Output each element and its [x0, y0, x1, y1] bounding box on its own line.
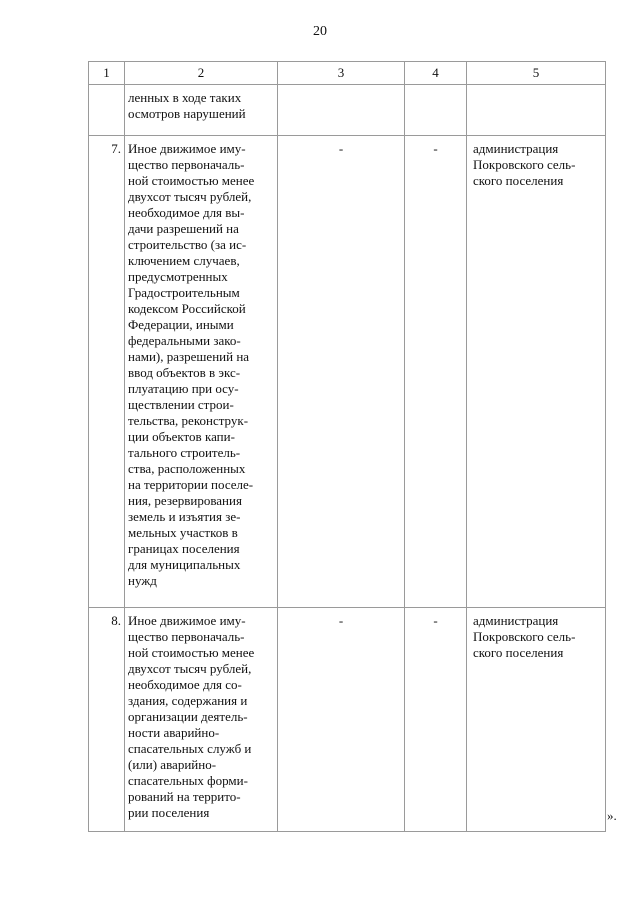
value-cell-4: - — [405, 608, 467, 832]
table-row — [89, 136, 606, 608]
value-cell-4: - — [405, 136, 467, 608]
value-cell-3: - — [278, 608, 405, 832]
row-number-cell: 8. — [89, 608, 125, 832]
header-cell-3: 3 — [278, 62, 405, 85]
row-number-cell: 7. — [89, 136, 125, 608]
closing-quote-mark: ». — [607, 808, 617, 823]
responsible-cell: администрация Покровского сель- ского поселения — [467, 608, 606, 832]
header-cell-2: 2 — [125, 62, 278, 85]
property-name-cell: Иное движимое иму- щество первоначаль- ной стоимостью менее двухсот тысяч рублей, необходимое для вы- дачи разрешений на строительство (за ис- ключением случаев, предусмотренных Градостроительным кодексом Российской Федерации, иными федеральными зако- нами), разрешений на ввод объектов в экс- плуатацию при осу- ществлении строи- тельства, реконструк- ции объектов капи- тального строитель- ства, расположенных на территории поселе- ния, резервирования земель и изъятия зе- мельных участков в границах поселения для муниципальных нужд — [125, 136, 278, 608]
property-table — [88, 61, 606, 832]
row-number-cell — [89, 85, 125, 136]
table-row — [89, 608, 606, 832]
responsible-cell — [467, 85, 606, 136]
table-header-row — [89, 62, 606, 85]
responsible-cell: администрация Покровского сель- ского поселения — [467, 136, 606, 608]
property-name-cell: ленных в ходе таких осмотров нарушений — [125, 85, 278, 136]
header-cell-4: 4 — [405, 62, 467, 85]
property-name-cell: Иное движимое иму- щество первоначаль- ной стоимостью менее двухсот тысяч рублей, необходимое для со- здания, содержания и организации деятель- ности аварийно- спасательных служб и (или) аварийно- спасательных форми- рований на террито- рии поселения — [125, 608, 278, 832]
table-row-continuation — [89, 85, 606, 136]
value-cell-3: - — [278, 136, 405, 608]
value-cell-3 — [278, 85, 405, 136]
page-number: 20 — [313, 24, 327, 39]
header-cell-1: 1 — [89, 62, 125, 85]
header-cell-5: 5 — [467, 62, 606, 85]
value-cell-4 — [405, 85, 467, 136]
